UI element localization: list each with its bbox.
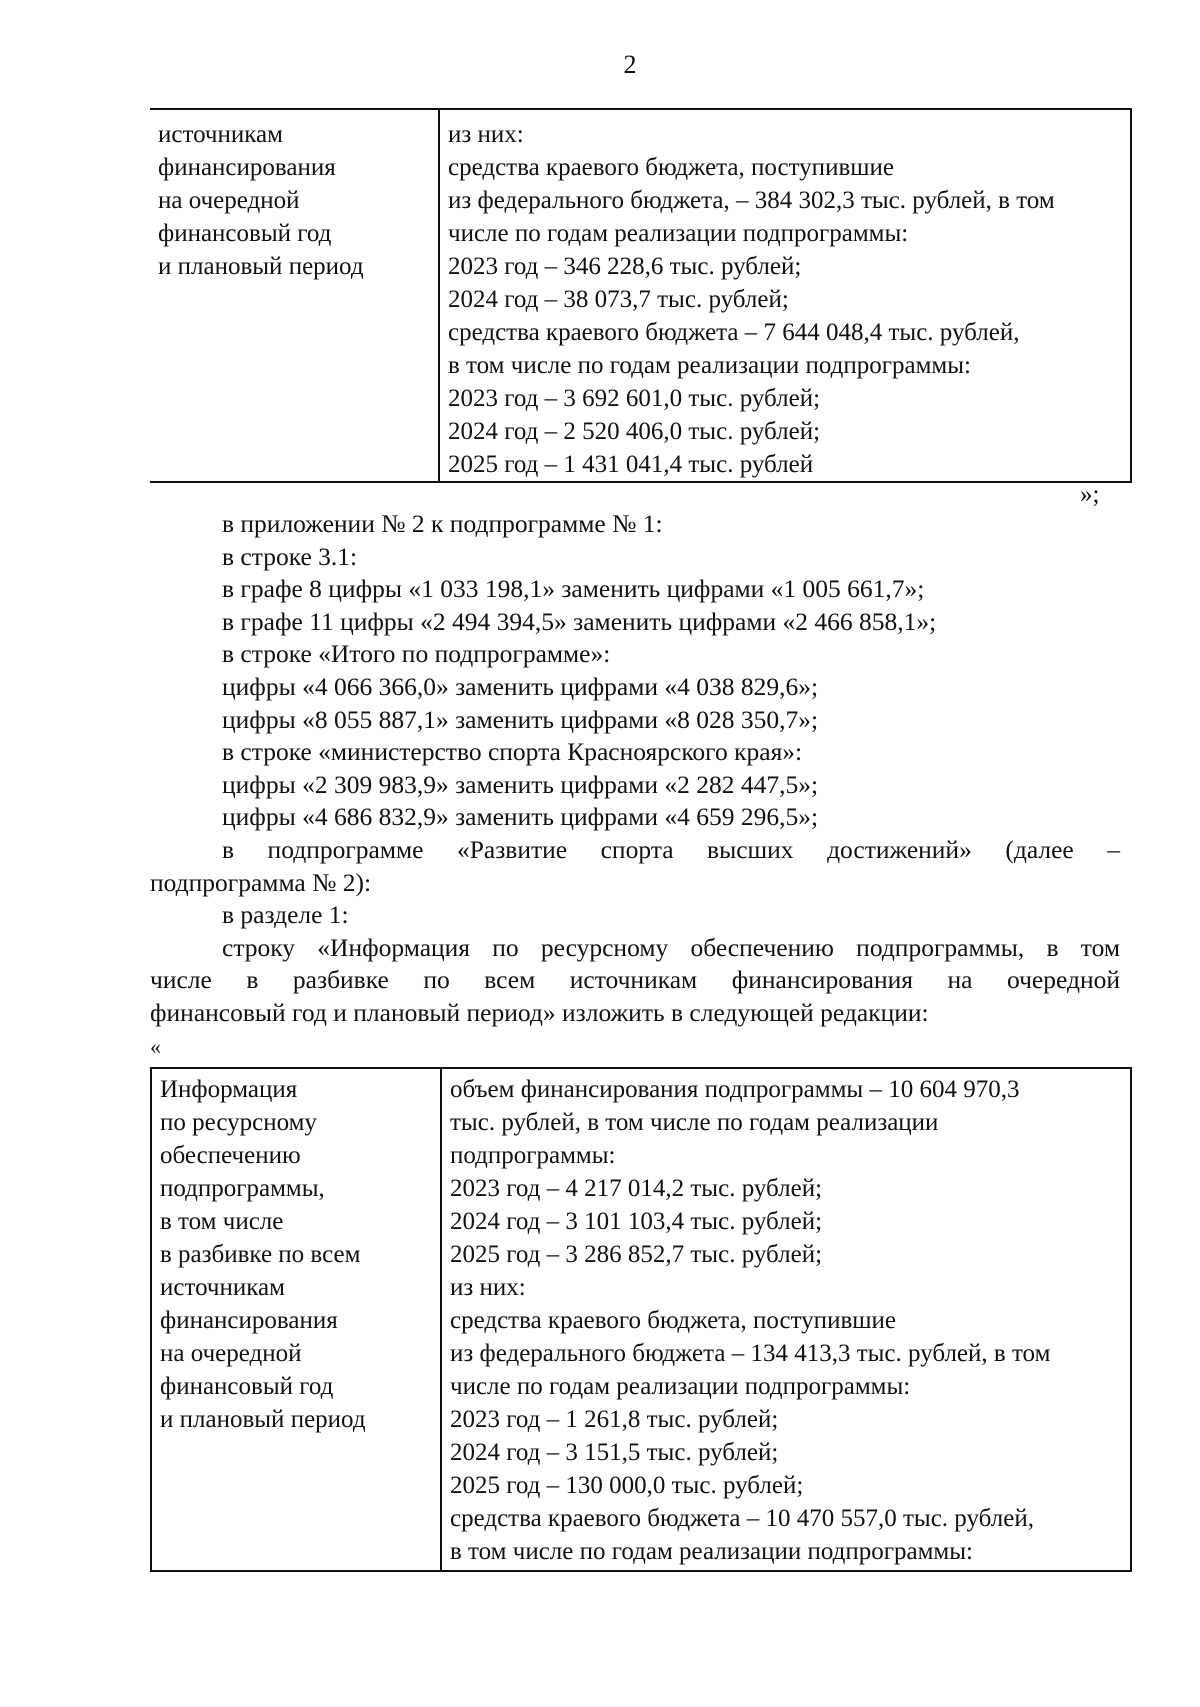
- table2-left-line: источникам: [160, 1274, 285, 1301]
- table2-right-line: 2023 год – 4 217 014,2 тыс. рублей;: [450, 1175, 823, 1202]
- body-line: цифры «2 309 983,9» заменить цифрами «2 282 447,5»;: [222, 769, 819, 799]
- table2-right-line: из них:: [450, 1274, 526, 1301]
- table2-right-line: объем финансирования подпрограммы – 10 604 970,3: [450, 1076, 1020, 1103]
- body-line: в графе 11 цифры «2 494 394,5» заменить цифрами «2 466 858,1»;: [222, 606, 937, 636]
- table1-left-line: на очередной: [158, 187, 300, 214]
- body-line: числе в разбивке по всем источникам финансирования на очередной: [150, 965, 1120, 995]
- table1-left-line: источникам: [158, 121, 283, 148]
- body-line: в подпрограмме «Развитие спорта высших достижений» (далее –: [222, 834, 1120, 864]
- table1-right-line: средства краевого бюджета – 7 644 048,4 тыс. рублей,: [448, 319, 1020, 346]
- table2-left-line: в том числе: [160, 1208, 284, 1235]
- table1-left-cell: [150, 109, 439, 482]
- table2-right-line: средства краевого бюджета – 10 470 557,0 тыс. рублей,: [450, 1505, 1034, 1532]
- table2-left-line: и плановый период: [160, 1406, 366, 1433]
- table1-right-line: 2023 год – 346 228,6 тыс. рублей;: [448, 253, 802, 280]
- body-line: в строке 3.1:: [222, 541, 358, 571]
- table2-left-line: Информация: [160, 1076, 298, 1103]
- table2-right-cell: [441, 1068, 1131, 1571]
- table1-right-line: в том числе по годам реализации подпрограммы:: [448, 352, 971, 379]
- table1-right-line: из федерального бюджета, – 384 302,3 тыс. рублей, в том: [448, 187, 1055, 214]
- table1-right-cell: [439, 109, 1131, 482]
- closing-quote: »;: [1080, 481, 1100, 508]
- table2-left-line: по ресурсному: [160, 1109, 317, 1136]
- table2-right-line: 2023 год – 1 261,8 тыс. рублей;: [450, 1406, 779, 1433]
- document-body: [150, 508, 1120, 1030]
- table1-right-line: средства краевого бюджета, поступившие: [448, 154, 894, 181]
- resource-table: [150, 1067, 1132, 1572]
- body-line: в графе 8 цифры «1 033 198,1» заменить цифрами «1 005 661,7»;: [222, 574, 925, 604]
- body-line: в разделе 1:: [222, 900, 349, 930]
- body-line: в приложении № 2 к подпрограмме № 1:: [222, 509, 663, 538]
- table1-right-line: из них:: [448, 121, 524, 148]
- table1-left-line: финансовый год: [158, 220, 332, 247]
- table2-left-line: подпрограммы,: [160, 1175, 325, 1202]
- body-line: цифры «4 686 832,9» заменить цифрами «4 659 296,5»;: [222, 802, 819, 832]
- table1-right-line: 2024 год – 38 073,7 тыс. рублей;: [448, 286, 789, 313]
- body-line: в строке «Итого по подпрограмме»:: [222, 639, 611, 669]
- body-line: цифры «4 066 366,0» заменить цифрами «4 038 829,6»;: [222, 671, 819, 701]
- table2-right-line: числе по годам реализации подпрограммы:: [450, 1373, 911, 1400]
- table1-right-line: 2025 год – 1 431 041,4 тыс. рублей: [448, 451, 814, 478]
- table2-right-line: 2025 год – 130 000,0 тыс. рублей;: [450, 1472, 804, 1499]
- body-line: в строке «министерство спорта Красноярского края»:: [222, 737, 803, 767]
- opening-quote: «: [150, 1034, 161, 1059]
- table2-left-line: на очередной: [160, 1340, 302, 1367]
- table1-right-line: 2024 год – 2 520 406,0 тыс. рублей;: [448, 418, 821, 445]
- table2-right-line: тыс. рублей, в том числе по годам реализации: [450, 1109, 939, 1136]
- table2-right-line: средства краевого бюджета, поступившие: [450, 1307, 896, 1334]
- body-line: цифры «8 055 887,1» заменить цифрами «8 028 350,7»;: [222, 704, 819, 734]
- resource-table-continued: [150, 108, 1132, 483]
- table2-left-line: финансирования: [160, 1307, 338, 1334]
- body-line: подпрограмма № 2):: [150, 867, 372, 897]
- table2-right-line: в том числе по годам реализации подпрограммы:: [450, 1538, 973, 1565]
- table2-left-cell: [151, 1068, 441, 1571]
- table2-left-line: в разбивке по всем: [160, 1241, 361, 1268]
- table1-right-line: числе по годам реализации подпрограммы:: [448, 220, 909, 247]
- body-line: финансовый год и плановый период» изложить в следующей редакции:: [150, 997, 929, 1027]
- table1-left-line: финансирования: [158, 154, 336, 181]
- table2-left-line: финансовый год: [160, 1373, 334, 1400]
- table1-right-line: 2023 год – 3 692 601,0 тыс. рублей;: [448, 385, 821, 412]
- table2-right-line: 2024 год – 3 151,5 тыс. рублей;: [450, 1439, 779, 1466]
- table2-right-line: 2024 год – 3 101 103,4 тыс. рублей;: [450, 1208, 823, 1235]
- table2-left-line: обеспечению: [160, 1142, 301, 1169]
- table1-left-line: и плановый период: [158, 253, 364, 280]
- table2-right-line: 2025 год – 3 286 852,7 тыс. рублей;: [450, 1241, 823, 1268]
- body-line: строку «Информация по ресурсному обеспечению подпрограммы, в том: [222, 932, 1120, 962]
- table2-right-line: подпрограммы:: [450, 1142, 616, 1169]
- page-number: 2: [623, 50, 637, 79]
- table2-right-line: из федерального бюджета – 134 413,3 тыс. рублей, в том: [450, 1340, 1051, 1367]
